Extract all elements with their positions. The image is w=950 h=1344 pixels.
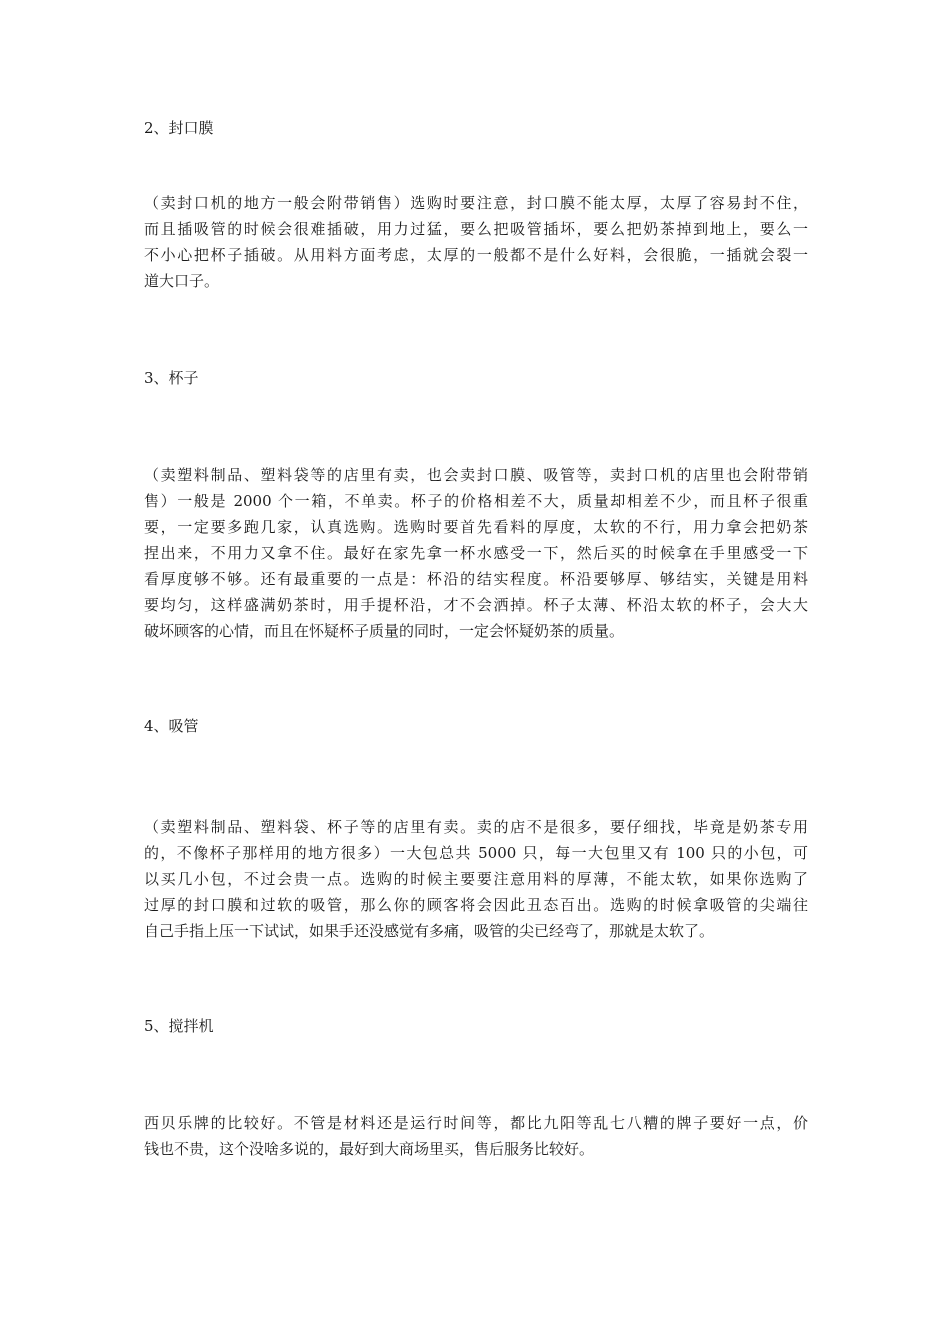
text-line: 自己手指上压一下试试，如果手还没感觉有多痛，吸管的尖已经弯了，那就是太软了。 <box>144 922 715 940</box>
section-body-seal-film <box>144 190 808 294</box>
text-line: 道大口子。 <box>144 272 220 290</box>
text-line: 要，一定要多跑几家，认真选购。选购时要首先看料的厚度，太软的不行，用力拿会把奶茶 <box>144 518 808 536</box>
section-body-blender <box>144 1110 808 1162</box>
text-line: 要均匀，这样盛满奶茶时，用手提杯沿，才不会洒掉。杯子太薄、杯沿太软的杯子，会大大 <box>144 596 808 614</box>
text-line: 而且插吸管的时候会很难插破，用力过猛，要么把吸管插坏，要么把奶茶掉到地上，要么一 <box>144 220 808 238</box>
section-heading-cups: 3、杯子 <box>144 369 199 387</box>
section-heading-straws: 4、吸管 <box>144 717 199 735</box>
text-line: 售）一般是 2000 个一箱，不单卖。杯子的价格相差不大，质量却相差不少，而且杯子很重 <box>144 492 808 510</box>
section-heading-seal-film: 2、封口膜 <box>144 119 214 137</box>
section-heading-blender: 5、搅拌机 <box>144 1017 214 1035</box>
text-line: 不小心把杯子插破。从用料方面考虑，太厚的一般都不是什么好料，会很脆，一插就会裂一 <box>144 246 808 264</box>
text-line: （卖封口机的地方一般会附带销售）选购时要注意，封口膜不能太厚，太厚了容易封不住， <box>144 194 808 212</box>
text-line: 钱也不贵，这个没啥多说的，最好到大商场里买，售后服务比较好。 <box>144 1140 595 1158</box>
text-line: 破坏顾客的心情，而且在怀疑杯子质量的同时，一定会怀疑奶茶的质量。 <box>144 622 625 640</box>
text-line: （卖塑料制品、塑料袋等的店里有卖，也会卖封口膜、吸管等，卖封口机的店里也会附带销 <box>144 466 808 484</box>
text-line: 的，不像杯子那样用的地方很多）一大包总共 5000 只，每一大包里又有 100 只的小包，可 <box>144 844 808 862</box>
text-line: 以买几小包，不过会贵一点。选购的时候主要要注意用料的厚薄，不能太软，如果你选购了 <box>144 870 808 888</box>
text-line: 过厚的封口膜和过软的吸管，那么你的顾客将会因此丑态百出。选购的时候拿吸管的尖端往 <box>144 896 808 914</box>
section-body-cups <box>144 462 808 644</box>
section-body-straws <box>144 814 808 944</box>
text-line: （卖塑料制品、塑料袋、杯子等的店里有卖。卖的店不是很多，要仔细找，毕竟是奶茶专用 <box>144 818 808 836</box>
text-line: 西贝乐牌的比较好。不管是材料还是运行时间等，都比九阳等乱七八糟的牌子要好一点，价 <box>144 1114 808 1132</box>
text-line: 捏出来，不用力又拿不住。最好在家先拿一杯水感受一下，然后买的时候拿在手里感受一下 <box>144 544 808 562</box>
text-line: 看厚度够不够。还有最重要的一点是：杯沿的结实程度。杯沿要够厚、够结实，关键是用料 <box>144 570 808 588</box>
